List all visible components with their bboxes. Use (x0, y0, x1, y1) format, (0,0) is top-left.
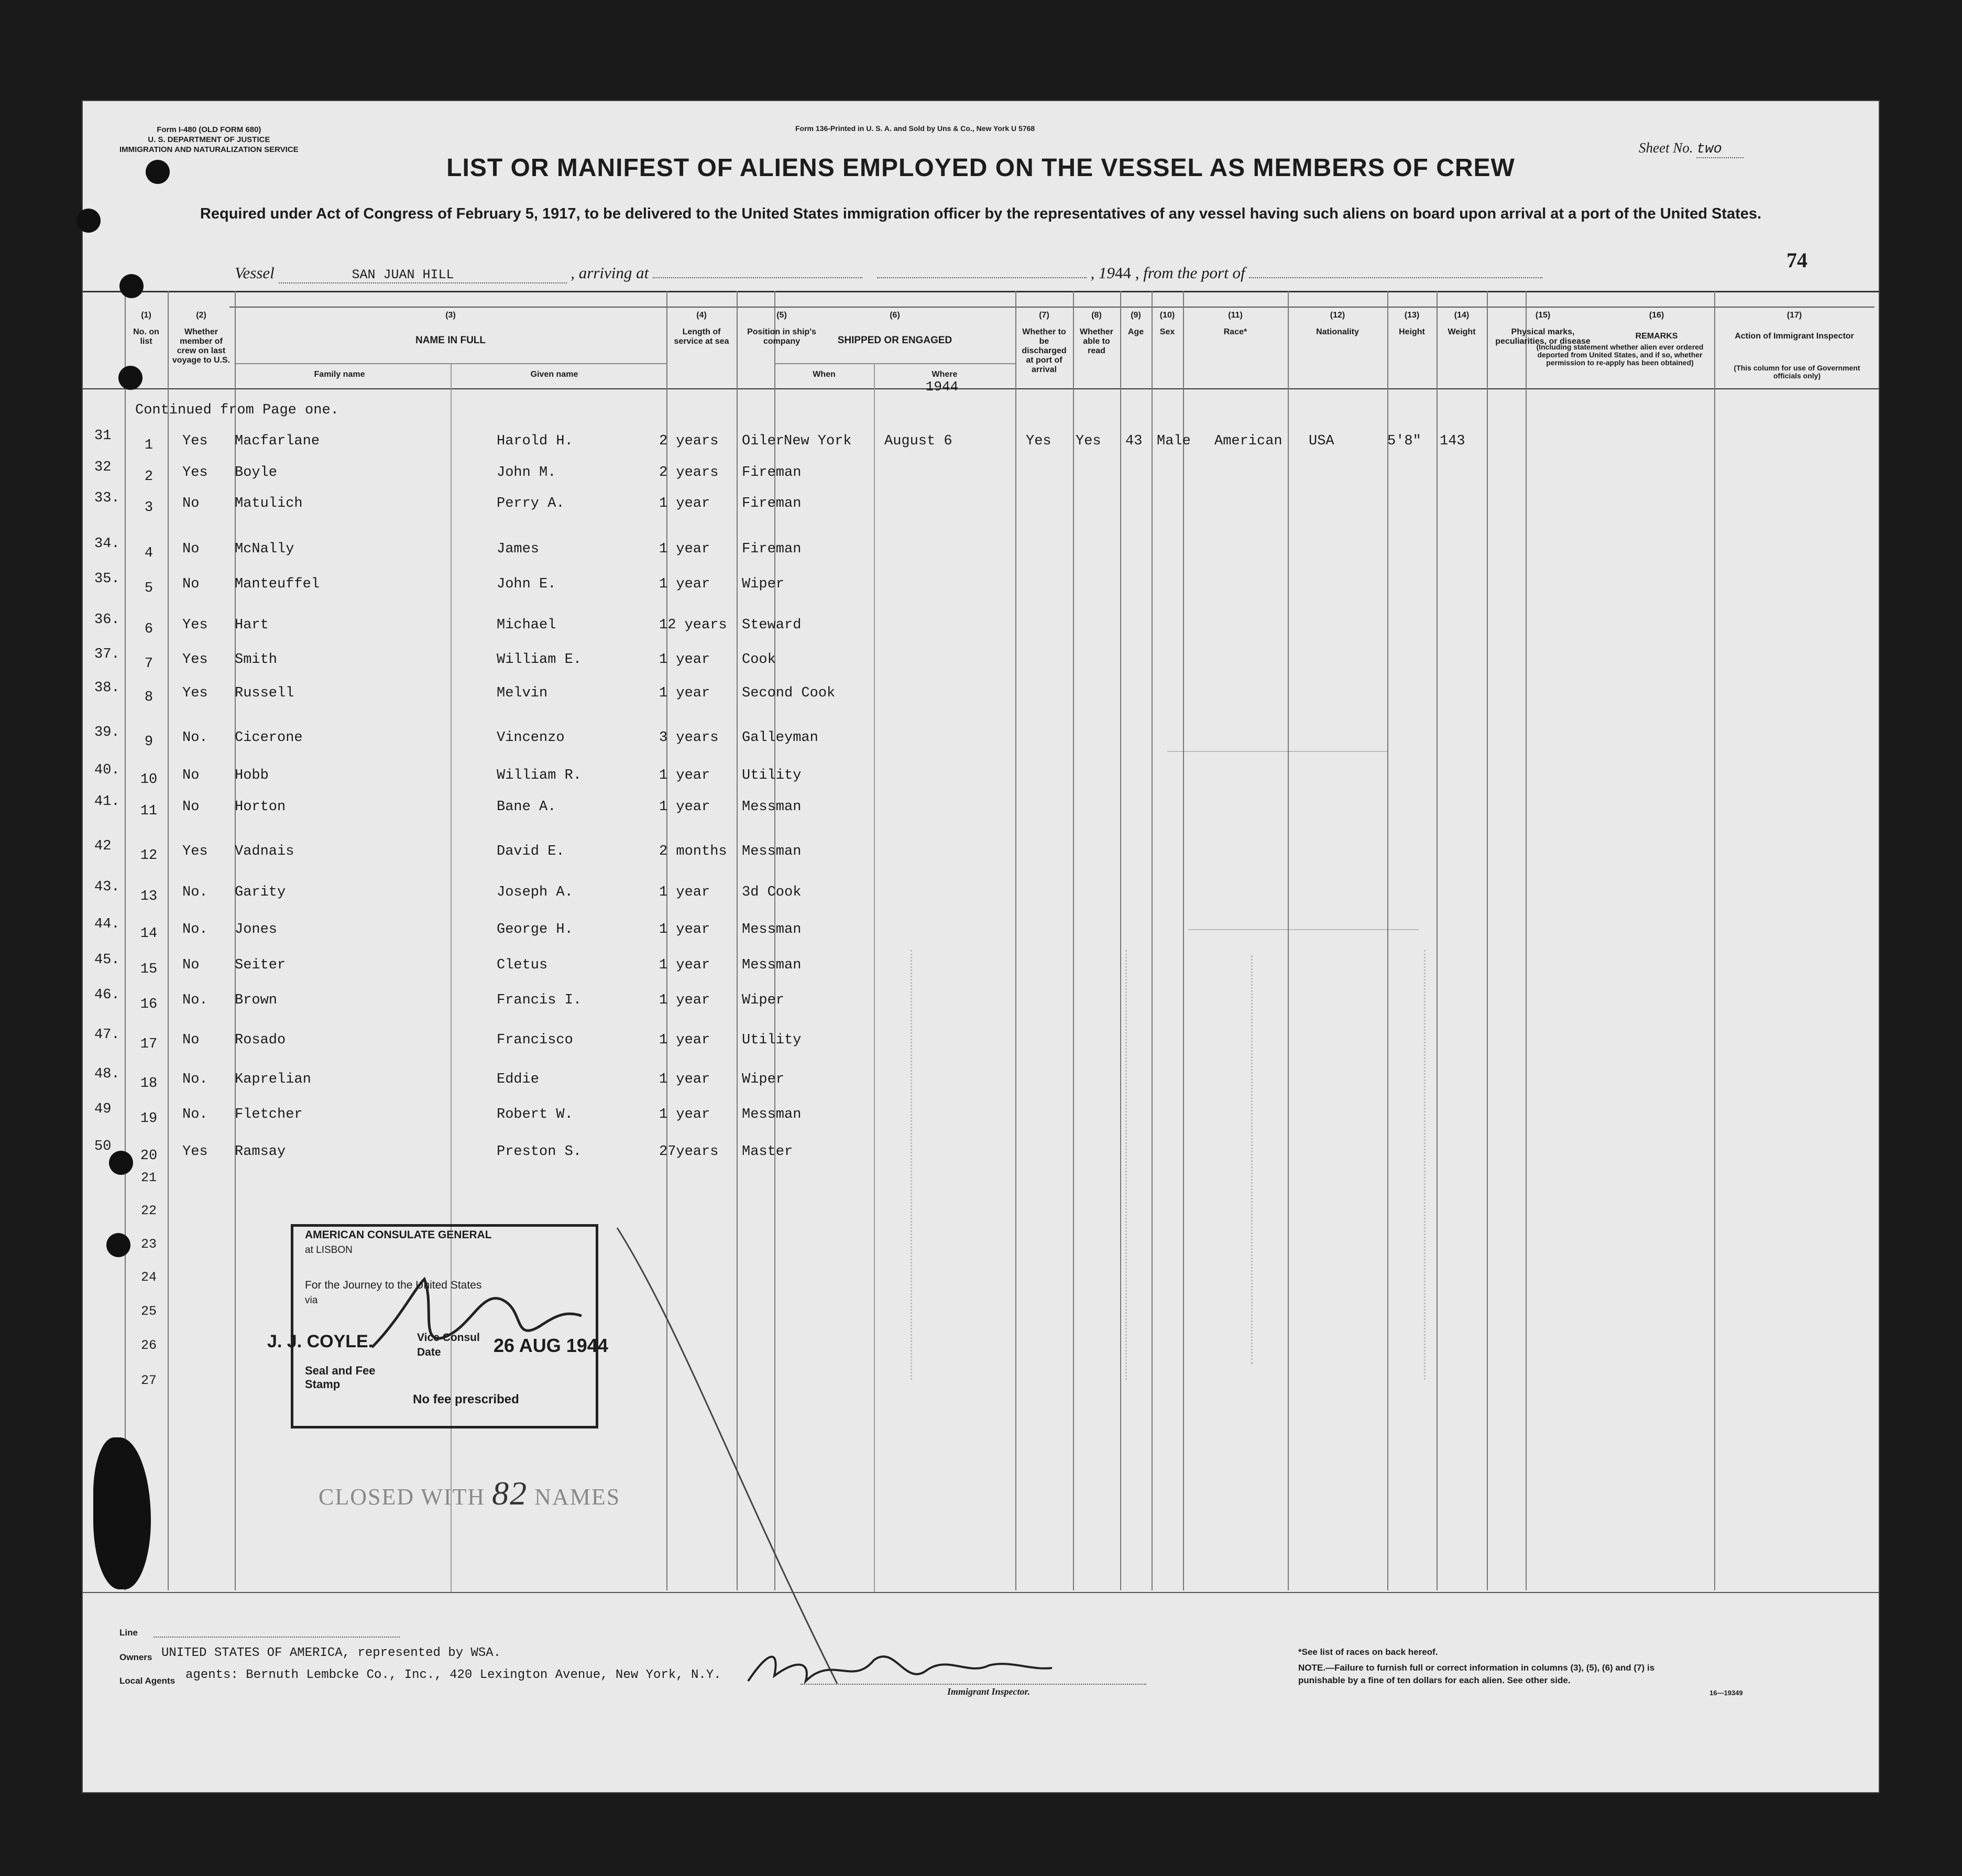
cell-prev: No (182, 496, 200, 511)
cell-prev: No (182, 576, 200, 592)
binder-hole (76, 209, 101, 233)
cell-family: Kaprelian (235, 1072, 311, 1087)
agents-value: agents: Bernuth Lembcke Co., Inc., 420 Lexington Avenue, New York, N.Y. (185, 1668, 721, 1682)
cell-service: 12 years (659, 617, 727, 633)
cell-family: Russell (235, 685, 294, 701)
cell-discharged: Yes (1026, 433, 1051, 449)
cell-no: 3 (144, 500, 154, 516)
cell-position: Oiler (742, 433, 785, 449)
cell-margin: 32 (94, 460, 112, 475)
cell-position: Messman (742, 922, 802, 937)
cell-when: New York (784, 433, 852, 449)
cell-prev: Yes (182, 685, 208, 701)
cell-family: Matulich (235, 496, 303, 511)
races-note: *See list of races on back hereof. (1298, 1647, 1438, 1657)
cell-prev: No. (182, 885, 208, 900)
cell-prev: No. (182, 992, 208, 1008)
service: IMMIGRATION AND NATURALIZATION SERVICE (119, 145, 299, 154)
column-label: Length of service at sea (674, 328, 729, 346)
column-label: Sex (1159, 328, 1175, 336)
column-number: (11) (1228, 311, 1243, 320)
cell-position: Fireman (742, 465, 802, 481)
remarks-note: (Including statement whether alien ever ordered deported from United States, and if so, whether permission to re-apply has been obtained) (1536, 343, 1704, 367)
cell-height: 5'8" (1387, 433, 1421, 449)
binder-hole (119, 274, 144, 298)
cell-margin: 36. (94, 612, 120, 628)
column-number: (14) (1454, 311, 1470, 320)
cell-service: 1 year (659, 685, 710, 701)
column-number: (15) (1535, 311, 1551, 320)
cell-no: 18 (140, 1076, 158, 1092)
cell-family: McNally (235, 541, 294, 557)
cell-family: Smith (235, 652, 278, 668)
cell-no: 17 (140, 1037, 158, 1052)
stamp-location: at LISBON (305, 1245, 353, 1256)
penalty-note: NOTE.—Failure to furnish full or correct information in columns (3), (5), (6) and (7) is punishable by a fine of ten dollars for each alien. See other side. (1298, 1663, 1655, 1685)
column-label: Nationality (1316, 328, 1359, 336)
column-label: Position in ship's company (747, 328, 816, 346)
department: U. S. DEPARTMENT OF JUSTICE (148, 135, 270, 144)
cell-no: 9 (144, 734, 154, 750)
cell-prev: No (182, 957, 200, 973)
cell-no: 4 (144, 546, 154, 561)
where-header: Where (931, 370, 958, 379)
column-number: (17) (1786, 311, 1802, 320)
inspector-note: (This column for use of Government officials only) (1734, 364, 1860, 380)
binder-hole (106, 1233, 130, 1257)
vessel-name: SAN JUAN HILL (279, 267, 567, 283)
table-bottom-rule (83, 1592, 1879, 1593)
column-label: Whether able to read (1080, 328, 1113, 355)
torn-edge (93, 1437, 151, 1589)
cell-margin: 50 (94, 1139, 112, 1154)
column-label: No. on list (133, 328, 159, 346)
cell-margin: 38. (94, 680, 120, 696)
agents-label: Local Agents (119, 1676, 176, 1686)
cell-prev: No (182, 768, 200, 783)
cell-margin: 44. (94, 917, 120, 932)
cell-given: John M. (497, 465, 556, 481)
cell-service: 1 year (659, 992, 710, 1008)
cell-margin: 45. (94, 952, 120, 968)
cell-family: Fletcher (235, 1107, 303, 1122)
closed-with-stamp (319, 1474, 620, 1513)
cell-prev: Yes (182, 652, 208, 668)
stamp-seal: Seal and Fee Stamp (305, 1364, 376, 1391)
year-value: 44 (1115, 264, 1131, 282)
cell-service: 1 year (659, 1107, 710, 1122)
cell-family: Manteuffel (235, 576, 320, 592)
cell-position: Steward (742, 617, 802, 633)
where-year: 1944 (925, 379, 959, 395)
cell-margin: 37. (94, 647, 120, 662)
cell-no: 15 (140, 962, 158, 977)
cell-position: Wiper (742, 576, 785, 592)
cell-position: Wiper (742, 1072, 785, 1087)
cell-no: 1 (144, 438, 154, 453)
binder-hole (146, 160, 170, 184)
cell-position: 3d Cook (742, 885, 802, 900)
closed-prefix: CLOSED WITH (319, 1484, 486, 1510)
cell-position: Utility (742, 1032, 802, 1048)
cell-service: 1 year (659, 652, 710, 668)
cell-given: John E. (497, 576, 556, 592)
cell-service: 1 year (659, 957, 710, 973)
cell-given: Francis I. (497, 992, 582, 1008)
stamp-via: via (305, 1295, 318, 1306)
column-number: (7) (1039, 311, 1049, 320)
cell-given: James (497, 541, 540, 557)
column-number: (8) (1091, 311, 1102, 320)
cell-service: 1 year (659, 799, 710, 815)
continued-note: Continued from Page one. (135, 402, 339, 418)
binder-hole (118, 366, 143, 390)
cell-service: 1 year (659, 576, 710, 592)
column-rule (168, 291, 169, 1590)
empty-row-number: 22 (140, 1203, 157, 1218)
line-label: Line (119, 1628, 138, 1638)
table-inner-rule (229, 307, 1875, 308)
cell-prev: No. (182, 730, 208, 746)
cell-position: Fireman (742, 496, 802, 511)
cell-no: 14 (140, 926, 158, 942)
empty-row-number: 25 (140, 1304, 157, 1319)
empty-row-number: 27 (140, 1373, 157, 1388)
cell-margin: 35. (94, 571, 120, 587)
column-rule (235, 291, 236, 1590)
vessel-line (235, 264, 1542, 283)
cell-family: Cicerone (235, 730, 303, 746)
page-title: LIST OR MANIFEST OF ALIENS EMPLOYED ON THE VESSEL AS MEMBERS OF CREW (446, 154, 1515, 182)
cell-position: Second Cook (742, 685, 836, 701)
page-subtitle: Required under Act of Congress of February 5, 1917, to be delivered to the United States immigration officer by the representatives of any vessel having such aliens on board upon arrival at a port of the United States. (200, 205, 1762, 222)
column-number: (9) (1131, 311, 1141, 320)
cell-service: 1 year (659, 1032, 710, 1048)
column-label: Physical marks, peculiarities, or disease (1495, 328, 1591, 346)
page-number: 74 (1786, 248, 1807, 272)
cell-given: David E. (497, 844, 565, 859)
cell-family: Seiter (235, 957, 286, 973)
arriving-label: , arriving at (571, 264, 649, 282)
cell-margin: 49 (94, 1101, 112, 1117)
cell-no: 2 (144, 469, 154, 485)
stamp-fee: No fee prescribed (413, 1392, 519, 1406)
cell-nationality: USA (1309, 433, 1334, 449)
cell-given: Melvin (497, 685, 548, 701)
cell-service: 1 year (659, 1072, 710, 1087)
cell-where: August 6 (884, 433, 952, 449)
cell-prev: No. (182, 1107, 208, 1122)
inspector-label: Immigrant Inspector. (947, 1686, 1031, 1697)
cell-prev: No (182, 799, 200, 815)
cell-position: Messman (742, 957, 802, 973)
cell-no: 13 (140, 889, 158, 904)
owners-value: UNITED STATES OF AMERICA, represented by WSA. (161, 1646, 501, 1660)
cell-service: 1 year (659, 541, 710, 557)
given-name-header: Given name (530, 370, 578, 379)
column-number: (1) (141, 311, 151, 320)
cell-weight: 143 (1440, 433, 1465, 449)
cell-service: 2 years (659, 433, 719, 449)
stamp-date-label: Date (417, 1346, 441, 1358)
stamp-journey: For the Journey to the United States (305, 1279, 482, 1291)
cell-prev: No. (182, 1072, 208, 1087)
cell-read: Yes (1076, 433, 1101, 449)
column-label: Action of Immigrant Inspector (1735, 332, 1854, 341)
column-label: Whether member of crew on last voyage to U.S. (172, 328, 231, 365)
cell-service: 1 year (659, 496, 710, 511)
shipped-subrule (774, 363, 1015, 364)
stamp-date: 26 AUG 1944 (494, 1335, 608, 1356)
stamp-consul-name: J. J. COYLE. (267, 1332, 374, 1351)
manifest-page (83, 101, 1879, 1792)
owners-label: Owners (119, 1652, 152, 1662)
cell-no: 12 (140, 848, 158, 864)
cell-given: William E. (497, 652, 582, 668)
cell-no: 8 (144, 690, 154, 705)
column-label: Height (1399, 328, 1425, 336)
column-label: NAME IN FULL (415, 335, 486, 346)
cell-sex: Male (1157, 433, 1191, 449)
cell-prev: No. (182, 922, 208, 937)
cell-no: 7 (144, 656, 154, 672)
form-code: 16—19349 (1709, 1689, 1743, 1697)
column-number: (5) (776, 311, 787, 320)
cell-given: Eddie (497, 1072, 540, 1087)
cell-service: 27years (659, 1144, 719, 1160)
cell-service: 1 year (659, 885, 710, 900)
cell-family: Garity (235, 885, 286, 900)
family-name-header: Family name (314, 370, 365, 379)
cell-prev: Yes (182, 1144, 208, 1160)
cell-margin: 41. (94, 794, 120, 810)
sheet-label: Sheet No. (1639, 140, 1693, 156)
column-rule (1714, 291, 1715, 1590)
cell-age: 43 (1125, 433, 1143, 449)
closed-count: 82 (492, 1475, 528, 1512)
closed-suffix: NAMES (534, 1484, 621, 1510)
cell-margin: 47. (94, 1027, 120, 1043)
cell-margin: 33. (94, 490, 120, 506)
cell-family: Horton (235, 799, 286, 815)
cell-margin: 31 (94, 428, 112, 444)
consul-signature (367, 1258, 587, 1363)
cell-position: Messman (742, 1107, 802, 1122)
stamp-consulate: AMERICAN CONSULATE GENERAL (305, 1229, 492, 1241)
column-number: (10) (1159, 311, 1175, 320)
when-header: When (813, 370, 836, 379)
cell-prev: Yes (182, 465, 208, 481)
year-prefix: , 19 (1090, 264, 1115, 282)
cell-given: Cletus (497, 957, 548, 973)
cell-position: Fireman (742, 541, 802, 557)
cell-family: Hobb (235, 768, 269, 783)
cell-given: Vincenzo (497, 730, 565, 746)
cell-given: Harold H. (497, 433, 573, 449)
cell-no: 10 (140, 772, 158, 788)
cell-prev: Yes (182, 617, 208, 633)
column-rule (1526, 291, 1527, 1590)
binder-hole (109, 1151, 133, 1175)
cell-family: Boyle (235, 465, 278, 481)
column-number: (13) (1404, 311, 1420, 320)
column-label: Whether to be discharged at port of arrival (1022, 328, 1067, 374)
cell-service: 1 year (659, 922, 710, 937)
cell-margin: 39. (94, 725, 120, 740)
cell-given: Michael (497, 617, 556, 633)
bleed-through-marks (853, 730, 1482, 1385)
cell-prev: Yes (182, 433, 208, 449)
cell-family: Macfarlane (235, 433, 320, 449)
cell-given: George H. (497, 922, 573, 937)
cell-given: Preston S. (497, 1144, 582, 1160)
consulate-stamp (267, 1224, 608, 1428)
cell-given: Joseph A. (497, 885, 573, 900)
column-label: REMARKS (1635, 332, 1678, 341)
cell-service: 3 years (659, 730, 719, 746)
column-label: SHIPPED OR ENGAGED (837, 335, 952, 346)
column-number: (6) (890, 311, 900, 320)
cell-position: Utility (742, 768, 802, 783)
stamp-consul-title: Vice Consul (417, 1332, 480, 1344)
table-top-rule (83, 291, 1879, 292)
cell-margin: 42 (94, 838, 112, 854)
cell-service: 1 year (659, 768, 710, 783)
cell-family: Brown (235, 992, 278, 1008)
cell-family: Rosado (235, 1032, 286, 1048)
cell-position: Wiper (742, 992, 785, 1008)
cell-prev: No (182, 1032, 200, 1048)
cell-given: William R. (497, 768, 582, 783)
printer-line: Form 136-Printed in U. S. A. and Sold by Uns & Co., New York U 5768 (795, 124, 1035, 133)
column-label: Race* (1223, 328, 1247, 336)
cell-position: Master (742, 1144, 793, 1160)
column-number: (16) (1649, 311, 1664, 320)
cell-race: American (1214, 433, 1283, 449)
cell-given: Robert W. (497, 1107, 573, 1122)
cell-margin: 43. (94, 879, 120, 895)
cell-no: 20 (140, 1148, 158, 1164)
cell-no: 6 (144, 621, 154, 637)
empty-row-number: 26 (140, 1338, 157, 1353)
cell-family: Jones (235, 922, 278, 937)
column-number: (3) (445, 311, 456, 320)
column-number: (12) (1330, 311, 1345, 320)
cell-given: Bane A. (497, 799, 556, 815)
cell-no: 19 (140, 1111, 158, 1127)
cell-margin: 40. (94, 762, 120, 778)
column-number: (2) (196, 311, 206, 320)
empty-row-number: 23 (140, 1237, 157, 1252)
column-number: (4) (696, 311, 707, 320)
cell-family: Ramsay (235, 1144, 286, 1160)
form-header-block (119, 125, 299, 155)
cell-service: 2 years (659, 465, 719, 481)
cell-position: Galleyman (742, 730, 818, 746)
line-value (154, 1637, 400, 1638)
vessel-label: Vessel (235, 264, 275, 282)
cell-no: 16 (140, 997, 158, 1012)
column-label: Weight (1448, 328, 1476, 336)
sheet-value: two (1696, 141, 1744, 158)
cell-family: Vadnais (235, 844, 294, 859)
cell-no: 5 (144, 581, 154, 596)
from-port-label: , from the port of (1135, 264, 1245, 282)
cell-position: Messman (742, 844, 802, 859)
cell-position: Messman (742, 799, 802, 815)
pencil-stroke (607, 1223, 869, 1694)
cell-prev: No (182, 541, 200, 557)
cell-prev: Yes (182, 844, 208, 859)
cell-no: 11 (140, 803, 158, 819)
column-rule (125, 291, 126, 1590)
cell-family: Hart (235, 617, 269, 633)
cell-given: Francisco (497, 1032, 573, 1048)
cell-given: Perry A. (497, 496, 565, 511)
empty-row-number: 21 (140, 1170, 157, 1185)
column-label: Age (1127, 328, 1144, 336)
cell-position: Cook (742, 652, 776, 668)
form-number: Form I-480 (OLD FORM 680) (157, 125, 261, 134)
cell-service: 2 months (659, 844, 727, 859)
cell-margin: 48. (94, 1066, 120, 1082)
column-rule (1487, 291, 1488, 1590)
empty-row-number: 24 (140, 1270, 157, 1285)
cell-margin: 34. (94, 536, 120, 552)
cell-margin: 46. (94, 987, 120, 1003)
